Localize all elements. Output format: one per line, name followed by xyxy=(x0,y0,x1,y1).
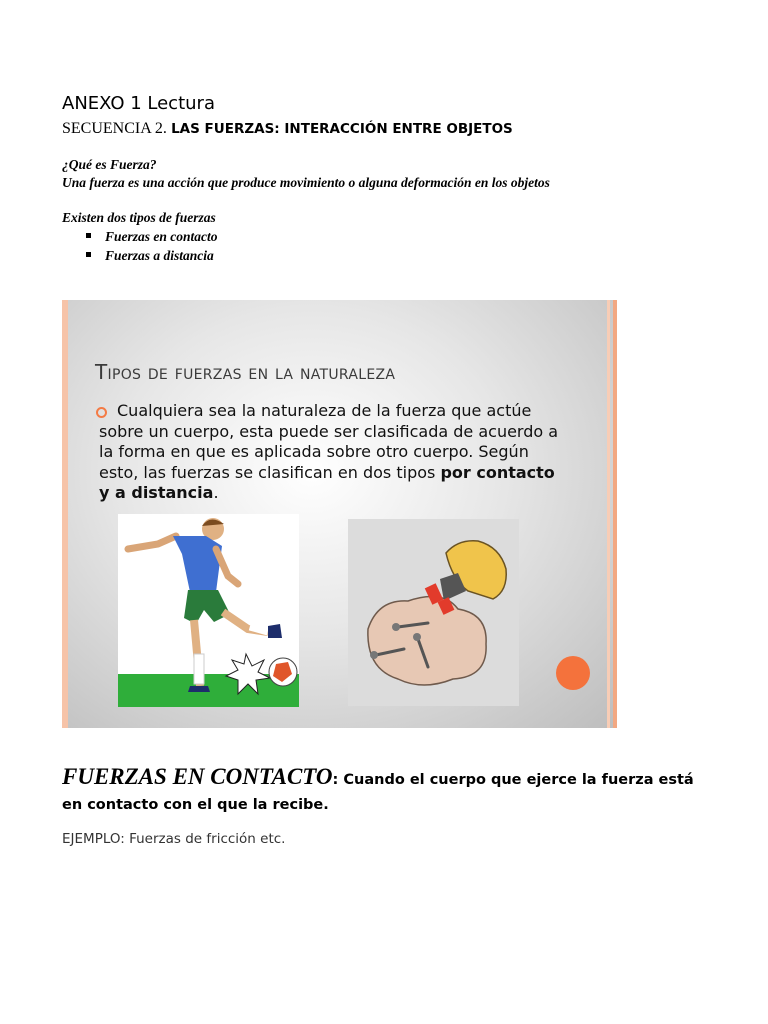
magnet-nails-image xyxy=(348,519,519,706)
slide-title-text: Tipos de fuerzas en la naturaleza xyxy=(95,360,396,384)
types-intro-text: Existen dos tipos de fuerzas xyxy=(62,210,216,225)
slide-title xyxy=(95,360,395,384)
contact-forces-heading: FUERZAS EN CONTACTO xyxy=(62,764,333,789)
slide-right-stripe-inner xyxy=(607,300,610,728)
slide-right-stripe xyxy=(613,300,617,728)
magnet-nails-icon xyxy=(348,519,519,706)
soccer-player-image xyxy=(118,514,299,707)
sequence-label: SECUENCIA 2. xyxy=(62,120,167,137)
contact-forces-paragraph xyxy=(62,764,712,818)
bullet-square-icon xyxy=(86,233,91,238)
sequence-heading xyxy=(62,120,513,138)
list-item xyxy=(86,229,218,245)
slide-text-end: . xyxy=(213,483,219,502)
orange-circle-icon xyxy=(556,656,590,690)
slide-text-main: Cualquiera sea la naturaleza de la fuerza que actúe sobre un cuerpo, esta puede ser clasificada de acuerdo a la forma en que es aplicada sobre otro cuerpo. Según esto, las fuerzas se clasifican en dos tipos xyxy=(99,401,559,482)
list-item xyxy=(86,248,214,264)
example-text: EJEMPLO: Fuerzas de fricción etc. xyxy=(62,831,286,847)
soccer-player-icon xyxy=(118,514,299,707)
list-item-label: Fuerzas a distancia xyxy=(105,248,214,263)
embedded-slide xyxy=(62,300,617,728)
slide-left-stripe xyxy=(62,300,68,728)
list-item-label: Fuerzas en contacto xyxy=(105,229,218,244)
definition-text: Una fuerza es una acción que produce movimiento o alguna deformación en los objetos xyxy=(62,175,550,190)
bullet-square-icon xyxy=(86,252,91,257)
contact-forces-description: : Cuando el cuerpo que ejerce la fuerza está en contacto con el que la recibe. xyxy=(62,772,694,813)
slide-text-bold: por contacto y a distancia xyxy=(99,462,555,502)
slide-body-text xyxy=(99,401,569,504)
annex-title: ANEXO 1 Lectura xyxy=(62,93,215,114)
question-text: ¿Qué es Fuerza? xyxy=(62,157,157,172)
sequence-topic: LAS FUERZAS: INTERACCIÓN ENTRE OBJETOS xyxy=(171,121,513,137)
